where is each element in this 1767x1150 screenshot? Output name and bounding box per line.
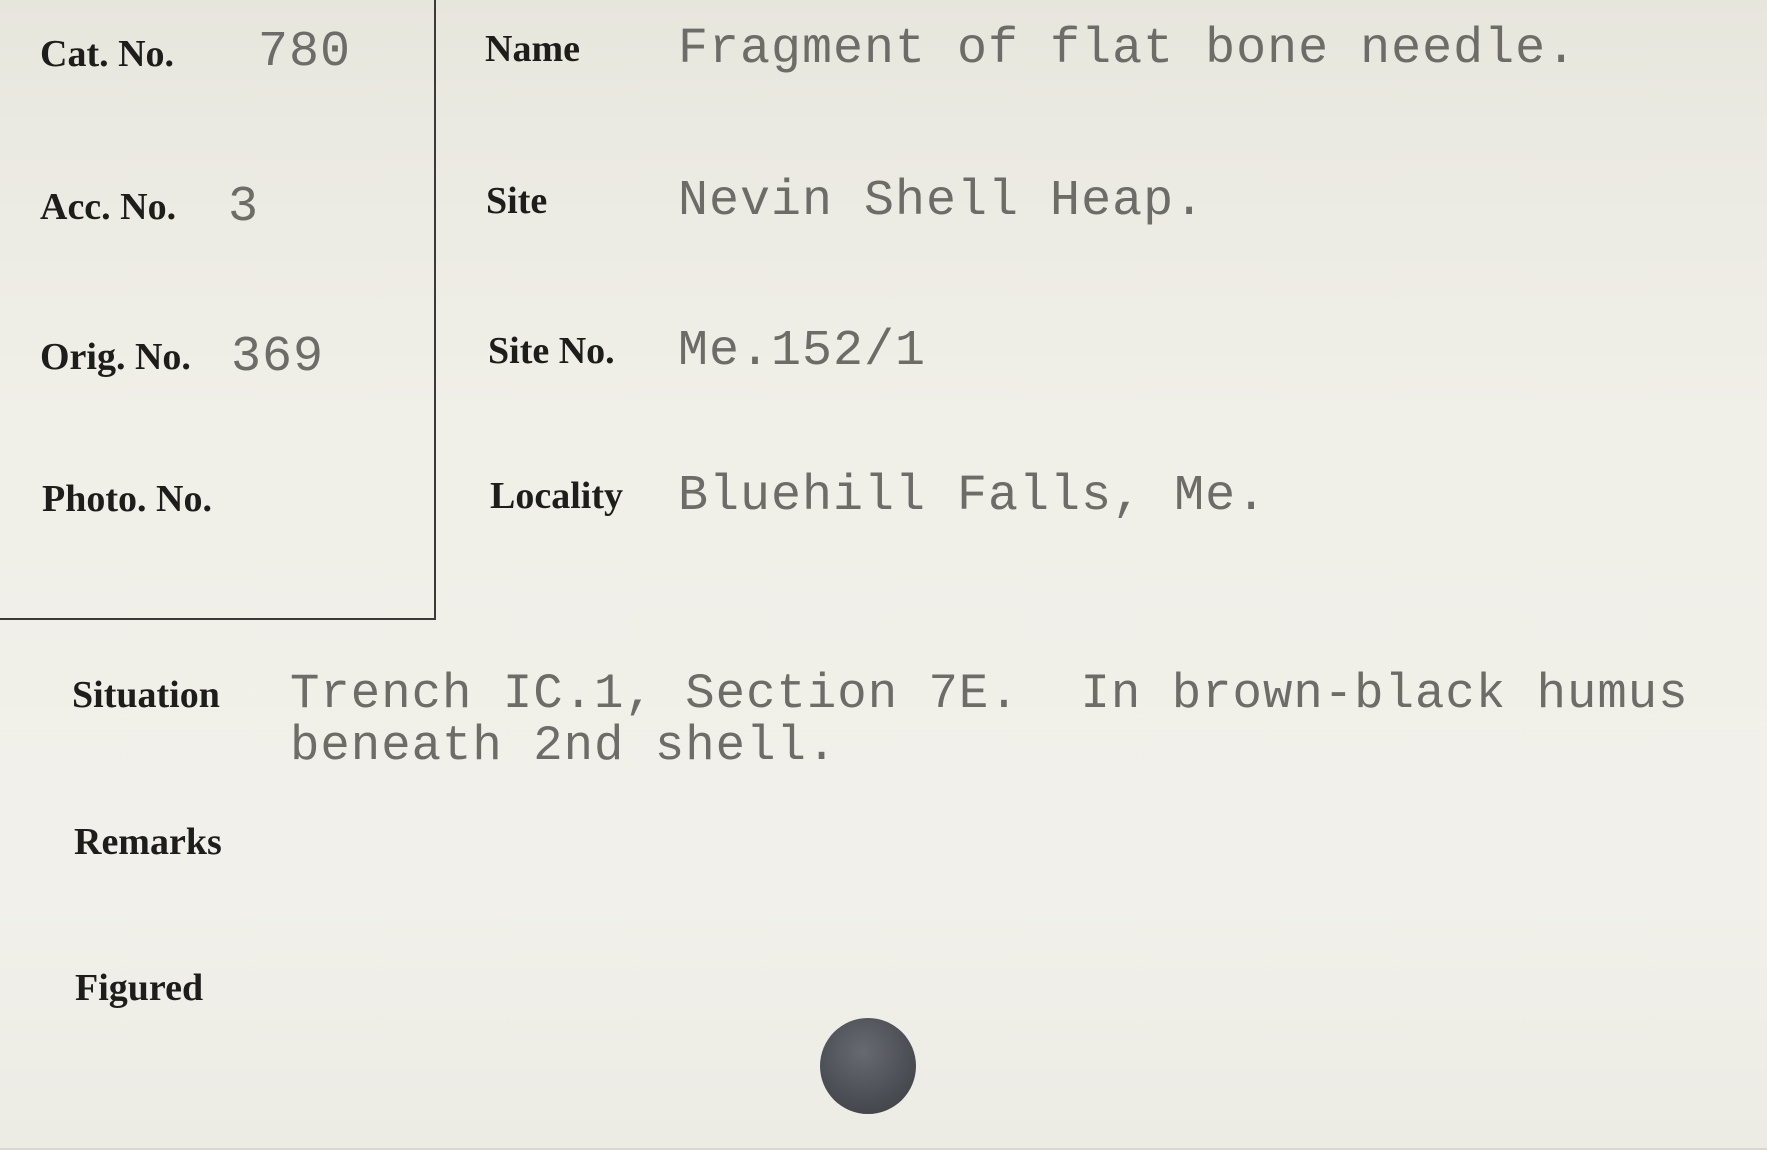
remarks-label: Remarks bbox=[74, 821, 222, 863]
acc-no-label: Acc. No. bbox=[40, 186, 177, 228]
name-label: Name bbox=[485, 28, 580, 70]
orig-no-value: 369 bbox=[231, 329, 325, 386]
situation-line-2: beneath 2nd shell. bbox=[290, 718, 838, 774]
figured-label: Figured bbox=[75, 967, 204, 1009]
site-no-label: Site No. bbox=[488, 330, 615, 372]
orig-no-label: Orig. No. bbox=[40, 336, 191, 378]
situation-label: Situation bbox=[72, 674, 220, 716]
locality-value: Bluehill Falls, Me. bbox=[678, 468, 1268, 525]
cat-no-label: Cat. No. bbox=[40, 33, 175, 75]
site-label: Site bbox=[486, 180, 548, 222]
situation-line-1: Trench IC.1, Section 7E. In brown-black humus bbox=[290, 666, 1689, 722]
locality-label: Locality bbox=[490, 475, 623, 517]
acc-no-value: 3 bbox=[228, 179, 260, 236]
id-number-box bbox=[0, 0, 436, 620]
cat-no-value: 780 bbox=[258, 24, 352, 81]
site-no-value: Me.152/1 bbox=[678, 323, 927, 380]
photo-no-label: Photo. No. bbox=[42, 478, 212, 520]
punch-hole bbox=[820, 1018, 916, 1114]
situation-value bbox=[290, 668, 1730, 772]
site-value: Nevin Shell Heap. bbox=[678, 173, 1206, 230]
name-value: Fragment of flat bone needle. bbox=[678, 21, 1578, 78]
